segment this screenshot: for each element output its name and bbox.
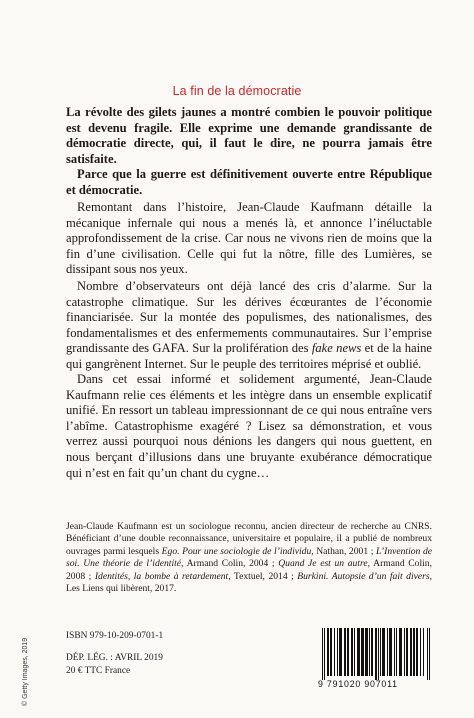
barcode-bar bbox=[367, 628, 368, 676]
barcode-bar bbox=[401, 628, 402, 676]
barcode-bar bbox=[427, 628, 428, 680]
barcode-bar bbox=[357, 628, 358, 676]
barcode-bar bbox=[399, 628, 400, 676]
body-paragraph-2 bbox=[66, 279, 432, 373]
barcode-bar bbox=[354, 628, 355, 676]
photo-credit: © Getty Images, 2019 bbox=[22, 637, 29, 706]
bio-book-publisher: , Les Liens qui libèrent, 2017. bbox=[66, 570, 433, 595]
barcode-bar bbox=[411, 628, 412, 676]
barcode-bar bbox=[376, 628, 377, 680]
bio-book-publisher: , Textuel, 2014 ; bbox=[228, 570, 298, 582]
barcode-digits: 9 791020 907011 bbox=[318, 679, 398, 689]
intro-paragraph-2: Parce que la guerre est définitivement ouverte entre République et démocratie. bbox=[66, 167, 432, 197]
barcode-bar bbox=[322, 628, 323, 680]
bio-book-title: Identités, la bombe à retardement bbox=[94, 570, 229, 582]
barcode-bar bbox=[387, 628, 388, 676]
emphasis-fake-news: fake news bbox=[311, 341, 362, 356]
barcode-bar bbox=[410, 628, 411, 676]
barcode-bar bbox=[362, 628, 363, 676]
intro-block bbox=[66, 105, 432, 199]
barcode-bar bbox=[417, 628, 418, 676]
barcode-bar bbox=[383, 628, 384, 676]
author-bio bbox=[66, 521, 432, 595]
bio-intro: Jean-Claude Kaufmann est un sociologue reconnu, ancien directeur de recherche au CNRS. Bénéficiant d’une double reconnaissance, universitaire et populaire, il a publié de nombreux ouvrages parmi lesquels bbox=[66, 521, 432, 557]
barcode-bar bbox=[375, 628, 376, 680]
publication-info bbox=[66, 630, 163, 678]
barcode-bar bbox=[359, 628, 360, 676]
barcode-bar bbox=[358, 628, 359, 676]
barcode-bar bbox=[366, 628, 367, 676]
barcode-bar bbox=[327, 628, 328, 676]
barcode-bar bbox=[414, 628, 415, 676]
barcode-bar bbox=[341, 628, 342, 676]
legal-deposit: DÉP. LÉG. : AVRIL 2019 bbox=[66, 653, 163, 663]
barcode-bar bbox=[404, 628, 405, 676]
barcode-bar bbox=[324, 628, 325, 680]
barcode-bar bbox=[371, 628, 372, 676]
barcode-bar bbox=[369, 628, 370, 676]
body-paragraph-3-block bbox=[66, 372, 432, 481]
barcode-bar bbox=[337, 628, 338, 676]
bio-book-title: Ego. Pour une sociologie de l’individu bbox=[161, 545, 312, 557]
barcode-bar bbox=[361, 628, 362, 676]
barcode-bar bbox=[400, 628, 401, 676]
barcode-bar bbox=[344, 628, 345, 676]
barcode-bar bbox=[394, 628, 395, 676]
barcode-bar bbox=[389, 628, 390, 676]
barcode-bar bbox=[331, 628, 332, 676]
bio-book-title: L’Invention de soi. Une théorie de l’identité bbox=[66, 545, 432, 570]
barcode-bar bbox=[348, 628, 349, 676]
bio-book-publisher: , Armand Colin, 2004 ; bbox=[181, 558, 279, 570]
barcode-bar bbox=[372, 628, 373, 676]
intro-paragraph-1: La révolte des gilets jaunes a montré combien le pouvoir politique est devenu fragile. Elle exprime une demande grandissante de démocratie directe, qui, il faut le dire, ne pourra jamais être satisfaite. bbox=[66, 105, 432, 166]
barcode-bar bbox=[391, 628, 392, 676]
barcode-bar bbox=[407, 628, 408, 676]
body-paragraph-2-text: Nombre d’observateurs ont déjà lancé des cris d’alarme. Sur la catastrophe climatique. Sur les dérives écœurantes de l’économie financiarisée. Sur la montée des populismes, des nationalismes, des fondamentalismes et des enfermements communautaires. Sur l’emprise grandissante des GAFA. Sur la prolifération des fake news et de la haine qui gangrènent Internet. Sur le peuple des territoires méprisé et oublié. bbox=[66, 279, 432, 371]
body-paragraph-1: Remontant dans l’histoire, Jean-Claude Kaufmann détaille la mécanique infernale qui nous a menés là, et annonce l’inéluctable approfondissement de la crise. Car nous ne vivons rien de moins que la fin d’une civilisation. Celle qui fut la nôtre, fille des Lumières, se dissipant sous nos yeux. bbox=[66, 200, 432, 277]
barcode-bar bbox=[390, 628, 391, 676]
barcode bbox=[318, 628, 434, 692]
body-paragraph-1-block bbox=[66, 200, 432, 278]
barcode-bar bbox=[340, 628, 341, 676]
body-paragraph-2-block bbox=[66, 279, 432, 373]
barcode-bar bbox=[423, 628, 424, 676]
barcode-bar bbox=[416, 628, 417, 676]
bio-book-publisher: , Armand Colin, 2008 ; bbox=[66, 558, 432, 582]
barcode-bar bbox=[406, 628, 407, 676]
book-title: La fin de la démocratie bbox=[172, 84, 302, 98]
barcode-bar bbox=[396, 628, 397, 676]
barcode-bars bbox=[318, 628, 434, 680]
body-paragraph-3: Dans cet essai informé et solidement argumenté, Jean-Claude Kaufmann relie ces éléments et les intègre dans un ensemble explicatif unifié. En ressort un tableau impressionnant de ce qui nous entraîne vers l’abîme. Catastrophisme exagéré ? Lisez sa démonstration, et vous verrez aussi pourquoi nous dénions les dangers qui nous guettent, en nous berçant d’illusions dans une bruyante exubérance démocratique qui n’est en fait qu’un chant du cygne… bbox=[66, 372, 432, 480]
barcode-bar bbox=[382, 628, 383, 676]
barcode-bar bbox=[330, 628, 331, 676]
barcode-bar bbox=[351, 628, 352, 676]
price: 20 € TTC France bbox=[66, 666, 131, 676]
barcode-bar bbox=[429, 628, 430, 680]
barcode-bar bbox=[328, 628, 329, 676]
isbn: ISBN 979-10-209-0701-1 bbox=[66, 631, 164, 641]
barcode-bar bbox=[363, 628, 364, 676]
barcode-bar bbox=[384, 628, 385, 676]
barcode-bar bbox=[345, 628, 346, 676]
barcode-bar bbox=[413, 628, 414, 676]
barcode-bar bbox=[420, 628, 421, 676]
barcode-bar bbox=[365, 628, 366, 676]
barcode-bar bbox=[378, 628, 379, 680]
barcode-bar bbox=[334, 628, 335, 676]
barcode-bar bbox=[380, 628, 381, 676]
barcode-bar bbox=[339, 628, 340, 676]
bio-book-publisher: , Nathan, 2001 ; bbox=[311, 545, 376, 557]
bio-book-title: Quand Je est un autre bbox=[278, 558, 368, 570]
barcode-bar bbox=[352, 628, 353, 676]
bio-book-title: Burkini. Autopsie d’un fait divers bbox=[297, 570, 430, 582]
barcode-bar bbox=[347, 628, 348, 676]
